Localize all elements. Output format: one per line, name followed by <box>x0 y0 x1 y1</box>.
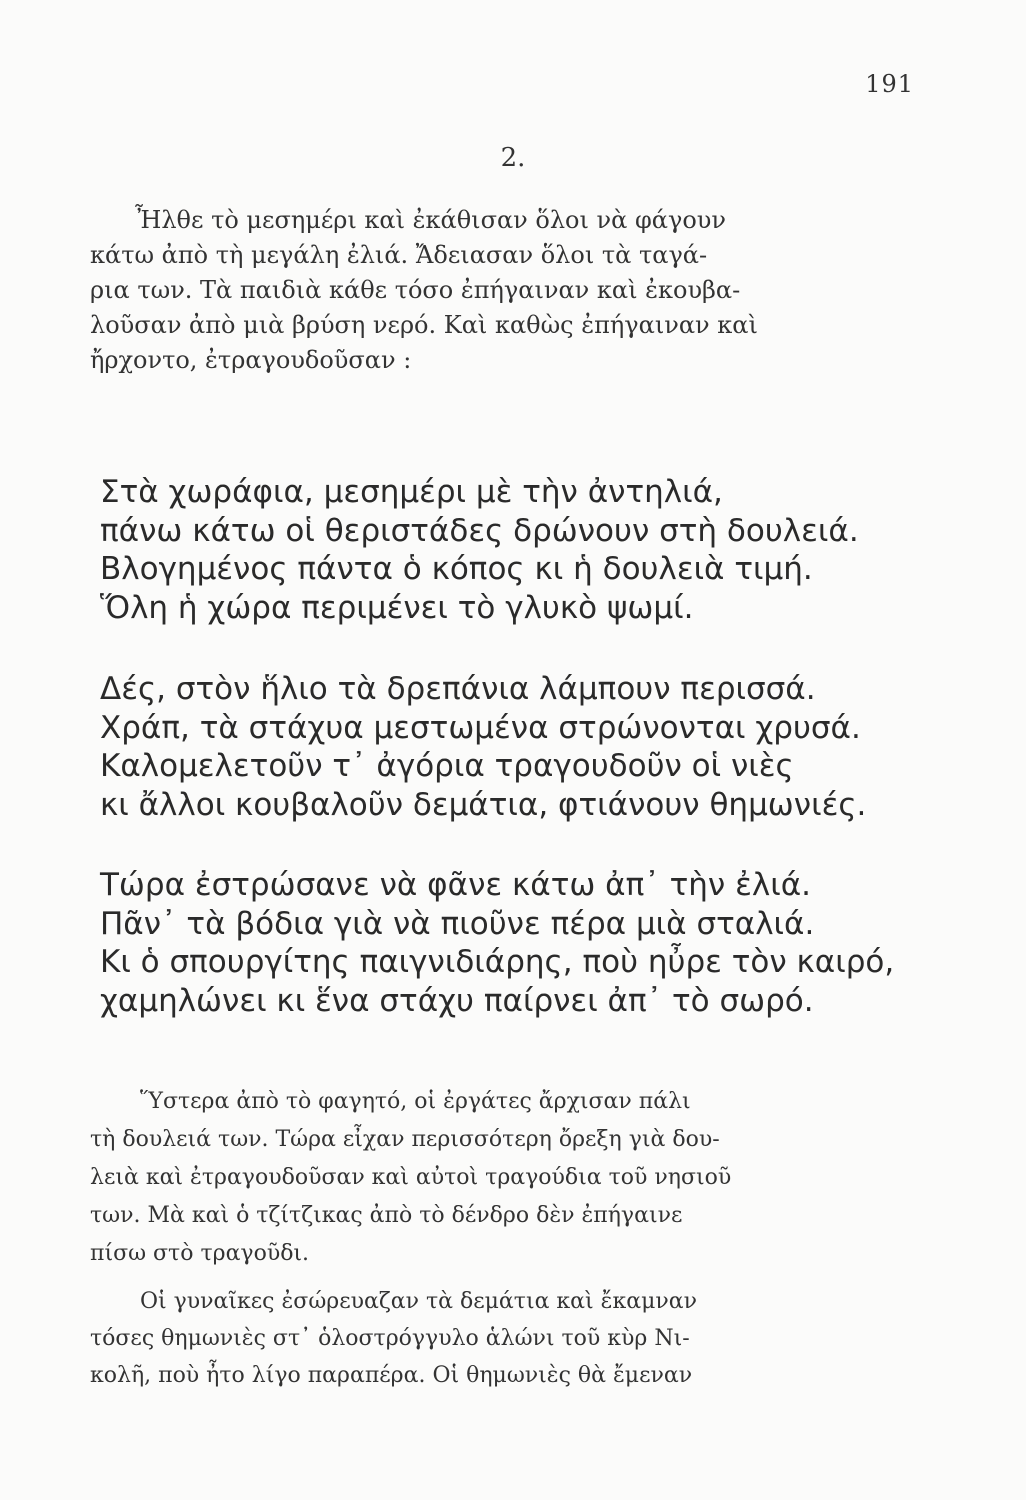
poem-stanza-3 <box>100 866 920 1021</box>
text-line: Οἱ γυναῖκες ἐσώρευαζαν τὰ δεμάτια καὶ ἔκαμναν <box>140 1289 697 1314</box>
page-number: 191 <box>865 70 914 98</box>
text-line: πίσω στὸ τραγοῦδι. <box>90 1241 310 1266</box>
prose-paragraph-2 <box>90 1083 920 1273</box>
verse-line: πάνω κάτω οἱ θεριστάδες δρώνουν στὴ δουλειά. <box>100 512 859 549</box>
text-line: κολῆ, ποὺ ἦτο λίγο παραπέρα. Οἱ θημωνιὲς θὰ ἔμεναν <box>90 1363 693 1388</box>
verse-line: χαμηλώνει κι ἕνα στάχυ παίρνει ἀπ᾽ τὸ σωρό. <box>100 983 814 1020</box>
text-line: λοῦσαν ἀπὸ μιὰ βρύση νερό. Καὶ καθὼς ἐπήγαιναν καὶ <box>90 311 758 339</box>
text-line: των. Μὰ καὶ ὁ τζίτζικας ἀπὸ τὸ δένδρο δὲν ἐπήγαινε <box>90 1203 683 1228</box>
text-line: Ὕστερα ἀπὸ τὸ φαγητό, οἱ ἐργάτες ἄρχισαν πάλι <box>140 1089 691 1114</box>
verse-line: Πᾶν᾽ τὰ βόδια γιὰ νὰ πιοῦνε πέρα μιὰ σταλιά. <box>100 905 815 942</box>
verse-line: Κι ὁ σπουργίτης παιγνιδιάρης, ποὺ ηὖρε τὸν καιρό, <box>100 944 895 981</box>
text-line: ἤρχοντο, ἐτραγουδοῦσαν : <box>90 346 412 374</box>
verse-line: κι ἄλλοι κουβαλοῦν δεμάτια, φτιάνουν θημωνιές. <box>100 787 867 824</box>
prose-paragraph-3 <box>90 1283 920 1394</box>
verse-line: Βλογημένος πάντα ὁ κόπος κι ἡ δουλειὰ τιμή. <box>100 551 813 588</box>
verse-line: Στὰ χωράφια, μεσημέρι μὲ τὴν ἀντηλιά, <box>100 474 723 510</box>
poem-stanza-1 <box>100 473 920 628</box>
poem-stanza-2 <box>100 670 920 825</box>
prose-paragraph-1 <box>90 203 920 378</box>
verse-line: Καλομελετοῦν τ᾽ ἀγόρια τραγουδοῦν οἱ νιὲς <box>100 748 794 785</box>
verse-line: Χράπ, τὰ στάχυα μεστωμένα στρώνονται χρυσά. <box>100 709 861 746</box>
text-line: ρια των. Τὰ παιδιὰ κάθε τόσο ἐπήγαιναν καὶ ἐκουβα- <box>90 276 741 304</box>
verse-line: Δές, στὸν ἥλιο τὰ δρεπάνια λάμπουν περισσά. <box>100 671 816 707</box>
text-line: κάτω ἀπὸ τὴ μεγάλη ἐλιά. Ἄδειασαν ὅλοι τὰ ταγά- <box>90 241 708 269</box>
section-number: 2. <box>500 143 526 173</box>
text-line: λειὰ καὶ ἐτραγουδοῦσαν καὶ αὐτοὶ τραγούδια τοῦ νησιοῦ <box>90 1165 732 1190</box>
verse-line: Ὅλη ἡ χώρα περιμένει τὸ γλυκὸ ψωμί. <box>100 590 694 627</box>
text-line: τόσες θημωνιὲς στ᾽ ὁλοστρόγγυλο ἁλώνι τοῦ κὺρ Νι- <box>90 1326 690 1351</box>
text-line: τὴ δουλειά των. Τώρα εἶχαν περισσότερη ὄρεξη γιὰ δου- <box>90 1127 720 1152</box>
verse-line: Τώρα ἐστρώσανε νὰ φᾶνε κάτω ἀπ᾽ τὴν ἐλιά. <box>100 867 811 903</box>
text-line: Ἦλθε τὸ μεσημέρι καὶ ἐκάθισαν ὅλοι νὰ φάγουν <box>135 206 726 234</box>
